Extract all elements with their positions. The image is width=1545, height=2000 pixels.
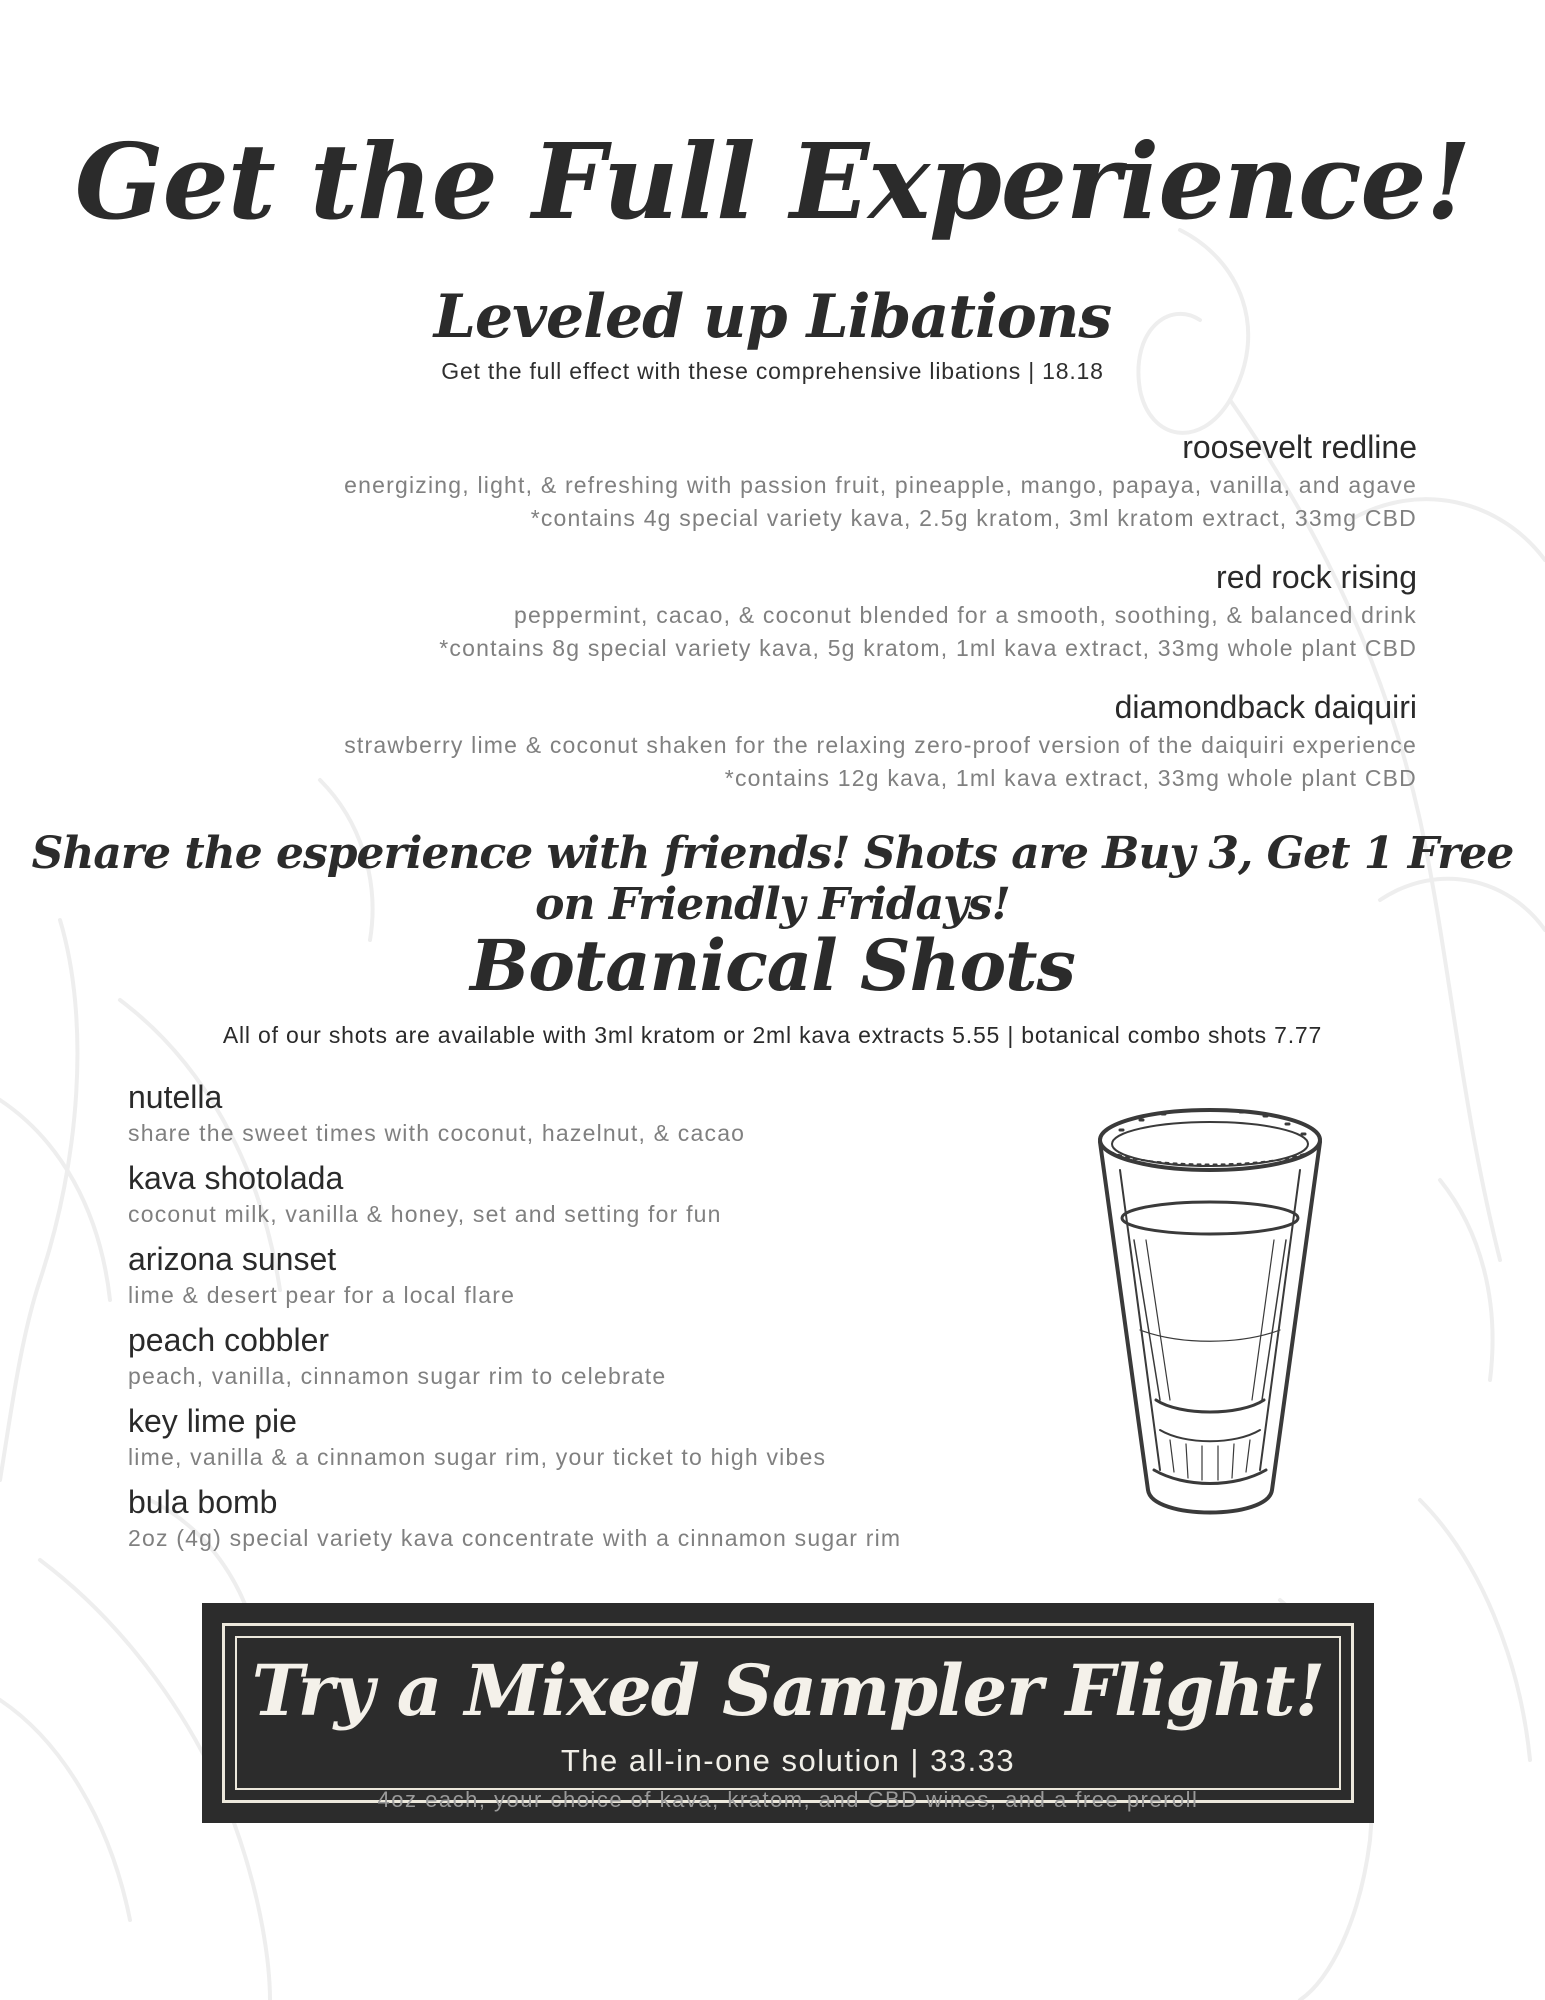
section-title-shots: Botanical Shots — [470, 924, 1075, 1007]
libations-intro: Get the full effect with these comprehensive libations | 18.18 — [441, 358, 1104, 384]
list-item — [128, 1400, 1028, 1481]
list-item — [128, 1481, 1028, 1562]
item-name: peach cobbler — [128, 1322, 330, 1358]
item-description: coconut milk, vanilla & honey, set and setting for fun — [128, 1201, 722, 1227]
list-item — [117, 685, 1417, 795]
item-description: share the sweet times with coconut, hazelnut, & cacao — [128, 1120, 746, 1146]
item-description: strawberry lime & coconut shaken for the relaxing zero-proof version of the daiquiri experience — [344, 732, 1417, 758]
item-description: lime & desert pear for a local flare — [128, 1282, 516, 1308]
sampler-title: Try a Mixed Sampler Flight! — [251, 1649, 1325, 1732]
section-title-libations: Leveled up Libations — [433, 282, 1112, 352]
list-item — [117, 555, 1417, 665]
list-item — [117, 425, 1417, 535]
list-item — [128, 1238, 1028, 1319]
list-item — [128, 1319, 1028, 1400]
sampler-banner — [202, 1603, 1374, 1823]
shot-glass-illustration-icon — [1090, 1100, 1330, 1540]
sampler-description: 4oz each, your choice of kava, kratom, and CBD wines, and a free preroll — [377, 1787, 1199, 1812]
item-name: roosevelt redline — [1182, 429, 1417, 465]
item-description: peppermint, cacao, & coconut blended for a smooth, soothing, & balanced drink — [513, 602, 1417, 628]
item-description: lime, vanilla & a cinnamon sugar rim, your ticket to high vibes — [128, 1444, 827, 1470]
item-contents: *contains 4g special variety kava, 2.5g kratom, 3ml kratom extract, 33mg CBD — [530, 505, 1417, 531]
item-name: key lime pie — [128, 1403, 297, 1439]
list-item — [128, 1157, 1028, 1238]
item-name: red rock rising — [1216, 559, 1417, 595]
item-name: kava shotolada — [128, 1160, 344, 1196]
item-description: peach, vanilla, cinnamon sugar rim to celebrate — [128, 1363, 667, 1389]
item-description: energizing, light, & refreshing with passion fruit, pineapple, mango, papaya, vanilla, and agave — [344, 472, 1417, 498]
page-title: Get the Full Experience! — [74, 120, 1471, 243]
item-description: 2oz (4g) special variety kava concentrate with a cinnamon sugar rim — [128, 1525, 902, 1551]
shots-list — [128, 1076, 1028, 1562]
libations-list — [117, 425, 1417, 815]
item-contents: *contains 8g special variety kava, 5g kratom, 1ml kava extract, 33mg whole plant CBD — [439, 635, 1417, 661]
item-contents: *contains 12g kava, 1ml kava extract, 33mg whole plant CBD — [724, 765, 1417, 791]
promo-banner-text: Share the esperience with friends! Shots are Buy 3, Get 1 Free on Friendly Fridays! — [31, 828, 1514, 930]
item-name: bula bomb — [128, 1484, 278, 1520]
item-name: diamondback daiquiri — [1114, 689, 1417, 725]
list-item — [128, 1076, 1028, 1157]
sampler-subtitle: The all-in-one solution | 33.33 — [560, 1743, 1016, 1778]
item-name: arizona sunset — [128, 1241, 337, 1277]
shots-note: All of our shots are available with 3ml kratom or 2ml kava extracts 5.55 | botanical combo shots 7.77 — [222, 1022, 1323, 1048]
item-name: nutella — [128, 1079, 223, 1115]
